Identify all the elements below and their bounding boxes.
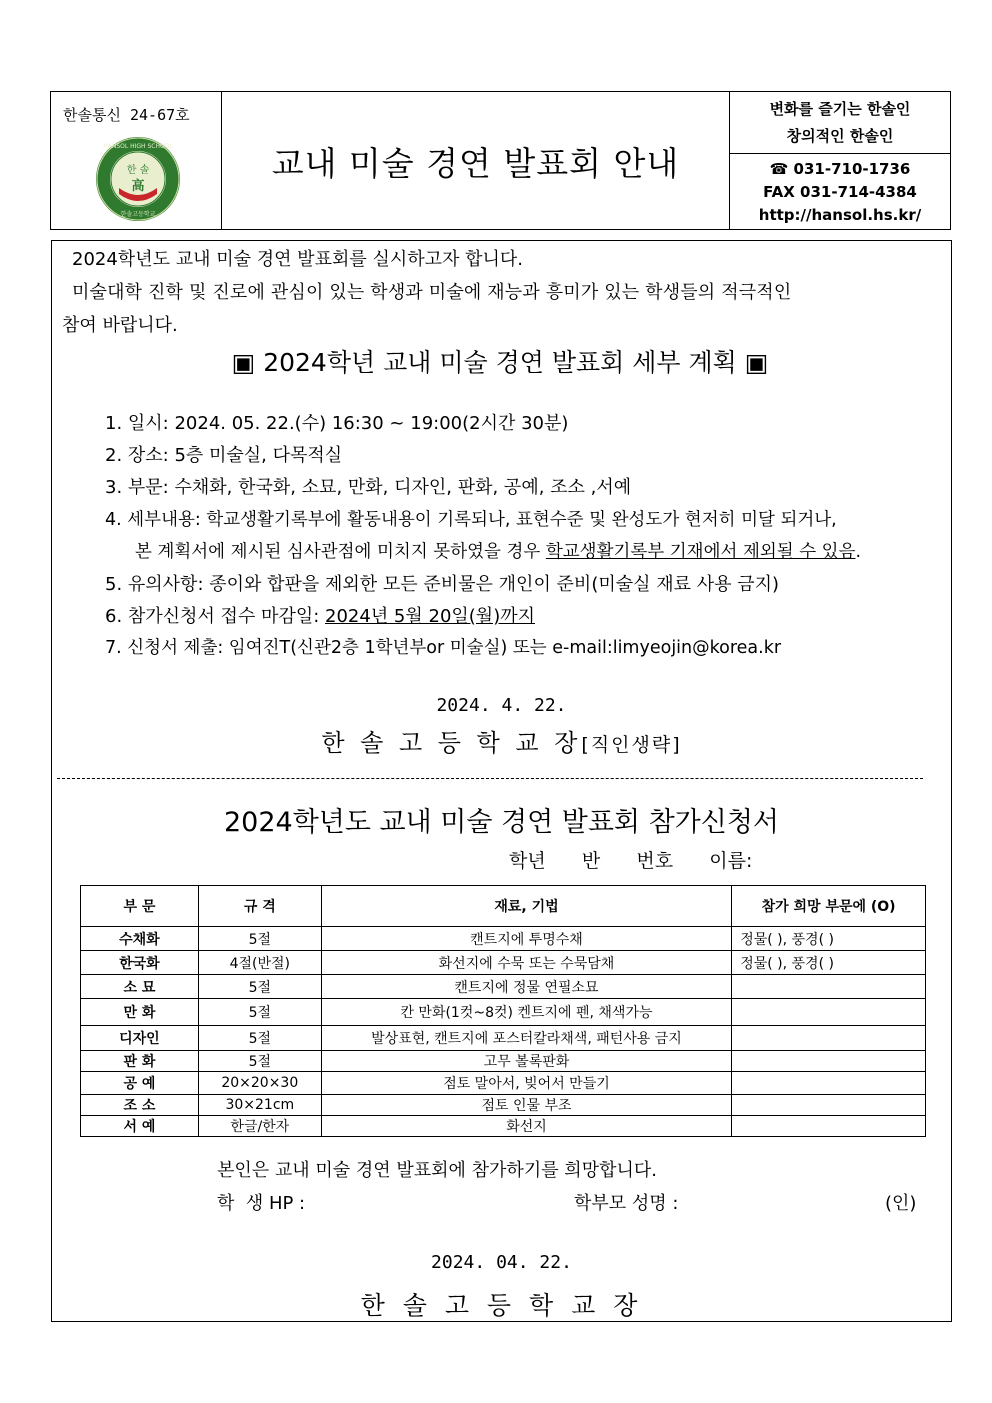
table-row (81, 1095, 926, 1116)
col-header-material: 재료, 기법 (321, 886, 731, 927)
plan-item-notes (105, 570, 779, 596)
notice-seal-omitted: [직인생략] (581, 734, 682, 756)
deadline-label: 6. 참가신청서 접수 마감일: (105, 606, 326, 627)
fax-number: FAX 031-714-4384 (763, 183, 917, 201)
notes-end: (미술실 재료 사용 금지) (591, 574, 780, 595)
size-cell: 20×20×30 (198, 1072, 321, 1095)
slogan-line-2: 창의적인 한솔인 (786, 127, 894, 145)
intro-line-1: 2024학년도 교내 미술 경연 발표회를 실시하고자 합니다. (72, 249, 524, 270)
category-cell: 소 묘 (81, 975, 199, 999)
emblem-char: 高 (131, 179, 145, 194)
header-box (50, 91, 951, 230)
plan-title: ▣ 2024학년 교내 미술 경연 발표회 세부 계획 ▣ (231, 348, 769, 377)
wish-cell[interactable] (732, 999, 926, 1026)
details-underlined: 학교생활기록부 기재에서 제외될 수 있음 (545, 542, 856, 562)
header-contact-cell (729, 92, 950, 229)
table-row (81, 951, 926, 975)
notice-signature (0, 723, 992, 758)
cut-line (57, 778, 923, 779)
table-row (81, 1051, 926, 1072)
intro-line-2: 미술대학 진학 및 진로에 관심이 있는 학생과 미술에 재능과 흥미가 있는 학생들의 적극적인 (72, 282, 792, 303)
material-cell: 캔트지에 투명수채 (321, 927, 731, 951)
wish-cell[interactable] (732, 1026, 926, 1051)
parent-seal-mark: (인) (885, 1193, 917, 1214)
plan-item-categories: 3. 부문: 수채화, 한국화, 소묘, 만화, 디자인, 판화, 공예, 조소 ,서예 (105, 477, 632, 498)
slogan-line-1: 변화를 즐기는 한솔인 (769, 100, 911, 118)
size-cell: 5절 (198, 999, 321, 1026)
form-principal: 한 솔 고 등 학 교 장 (360, 1291, 643, 1320)
size-cell: 한글/한자 (198, 1116, 321, 1137)
plan-item-details-cont (135, 538, 861, 563)
emblem-center-text: 한 솔 (126, 165, 150, 176)
notes-plain: 5. 유의사항: 종이와 합판을 제외한 모든 (105, 574, 424, 595)
plan-item-location: 2. 장소: 5층 미술실, 다목적실 (105, 445, 343, 466)
col-header-size: 규 격 (198, 886, 321, 927)
table-row (81, 1116, 926, 1137)
school-emblem-icon (95, 136, 181, 222)
col-header-category: 부 문 (81, 886, 199, 927)
issue-number: 한솔통신 24-67호 (63, 106, 190, 124)
notes-emphasis: 준비물은 개인이 준비 (423, 574, 592, 595)
size-cell: 5절 (198, 927, 321, 951)
wish-cell[interactable] (732, 1116, 926, 1137)
deadline-date: 2024년 5월 20일(월)까지 (325, 606, 535, 627)
category-cell: 디자인 (81, 1026, 199, 1051)
student-info-fields: 학년 반 번호 이름: (509, 850, 753, 872)
table-row (81, 1072, 926, 1095)
wish-cell[interactable] (732, 975, 926, 999)
parent-name-label: 학부모 성명 : (574, 1193, 679, 1214)
school-url-link[interactable]: http://hansol.hs.kr/ (758, 206, 922, 224)
details-period: . (855, 542, 862, 562)
category-cell: 조 소 (81, 1095, 199, 1116)
table-row (81, 999, 926, 1026)
material-cell: 점토 말아서, 빚어서 만들기 (321, 1072, 731, 1095)
plan-item-datetime: 1. 일시: 2024. 05. 22.(수) 16:30 ~ 19:00(2시간 30분) (105, 413, 569, 434)
emblem-top-text: HANSOL HIGH SCHOOL (103, 143, 173, 150)
plan-item-deadline (105, 602, 535, 628)
notice-date: 2024. 4. 22. (436, 695, 567, 716)
wish-cell[interactable] (732, 1051, 926, 1072)
category-cell: 서 예 (81, 1116, 199, 1137)
material-cell: 발상표현, 캔트지에 포스터칼라채색, 패턴사용 금지 (321, 1026, 731, 1051)
material-cell: 점토 인물 부조 (321, 1095, 731, 1116)
material-cell: 화선지에 수묵 또는 수묵담채 (321, 951, 731, 975)
material-cell: 캔트지에 정물 연필소묘 (321, 975, 731, 999)
page-title: 교내 미술 경연 발표회 안내 (271, 144, 680, 183)
size-cell: 5절 (198, 1026, 321, 1051)
size-cell: 30×21cm (198, 1095, 321, 1116)
wish-cell[interactable]: 정물( ), 풍경( ) (732, 927, 926, 951)
category-cell: 수채화 (81, 927, 199, 951)
wish-cell[interactable] (732, 1095, 926, 1116)
material-cell: 칸 만화(1컷~8컷) 켄트지에 펜, 채색가능 (321, 999, 731, 1026)
size-cell: 5절 (198, 1051, 321, 1072)
material-cell: 고무 볼록판화 (321, 1051, 731, 1072)
notice-principal: 한 솔 고 등 학 교 장 (321, 729, 582, 757)
details-plain: 본 계획서에 제시된 심사관점에 미치지 못하였을 경우 (135, 542, 546, 562)
wish-cell[interactable]: 정물( ), 풍경( ) (732, 951, 926, 975)
intro-line-3: 참여 바랍니다. (62, 315, 178, 336)
form-title: 2024학년도 교내 미술 경연 발표회 참가신청서 (223, 807, 780, 838)
header-logo-cell (51, 92, 222, 229)
material-cell: 화선지 (321, 1116, 731, 1137)
form-date: 2024. 04. 22. (431, 1252, 572, 1273)
slogan-box (730, 92, 950, 154)
table-header-row (81, 886, 926, 927)
size-cell: 5절 (198, 975, 321, 999)
emblem-bottom-text: 한솔고등학교 (120, 211, 156, 218)
table-row (81, 927, 926, 951)
category-cell: 한국화 (81, 951, 199, 975)
phone-number: ☎ 031-710-1736 (769, 160, 911, 178)
wish-cell[interactable] (732, 1072, 926, 1095)
student-phone-label: 학 생 HP : (217, 1193, 306, 1214)
plan-item-details: 4. 세부내용: 학교생활기록부에 활동내용이 기록되나, 표현수준 및 완성도가 현저히 미달 되거나, (105, 510, 837, 530)
pledge-text: 본인은 교내 미술 경연 발표회에 참가하기를 희망합니다. (217, 1160, 657, 1181)
application-table (80, 885, 926, 1137)
table-row (81, 1026, 926, 1051)
table-row (81, 975, 926, 999)
category-cell: 만 화 (81, 999, 199, 1026)
col-header-wish: 참가 희망 부문에 (O) (732, 886, 926, 927)
category-cell: 공 예 (81, 1072, 199, 1095)
category-cell: 판 화 (81, 1051, 199, 1072)
plan-item-submit: 7. 신청서 제출: 임여진T(신관2층 1학년부or 미술실) 또는 e-mail:limyeojin@korea.kr (105, 638, 782, 658)
size-cell: 4절(반절) (198, 951, 321, 975)
